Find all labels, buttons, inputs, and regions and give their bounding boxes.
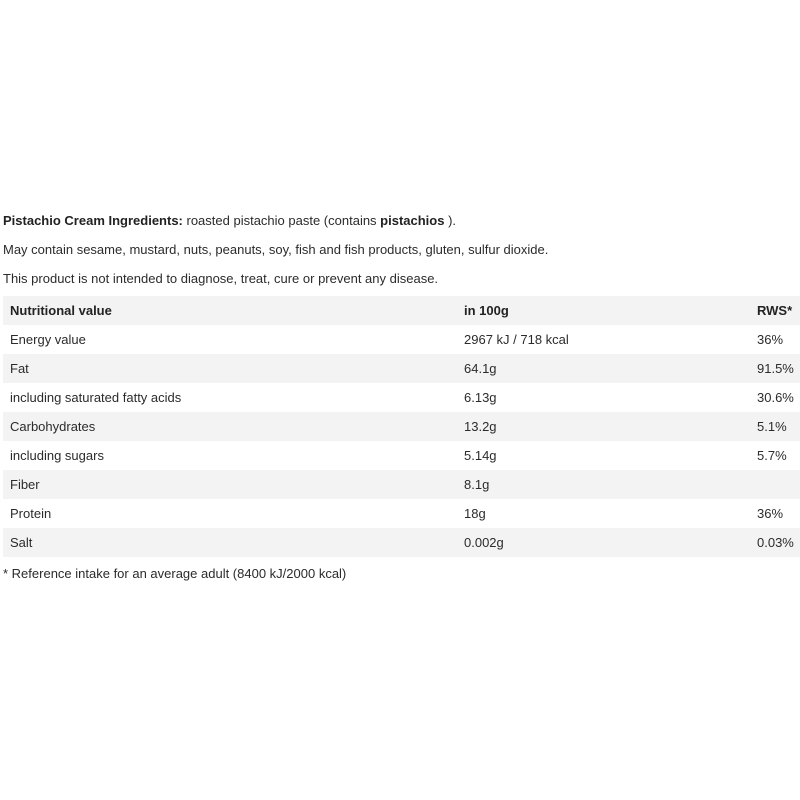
nutrient-name: Fat <box>3 354 457 383</box>
nutrient-amount: 2967 kJ / 718 kcal <box>464 332 569 347</box>
nutrient-rws: 5.1% <box>750 412 800 441</box>
nutrient-name: Energy value <box>10 332 86 347</box>
table-row <box>3 412 800 441</box>
nutrition-header-row <box>3 296 800 325</box>
reference-intake-footnote: * Reference intake for an average adult (8400 kJ/2000 kcal) <box>3 566 347 581</box>
ingredients-text: roasted pistachio paste (contains <box>182 213 381 228</box>
ingredients-tail: ). <box>444 213 457 228</box>
table-row <box>3 383 800 412</box>
nutrient-rws: 36% <box>757 506 784 521</box>
table-row <box>3 441 800 470</box>
table-row <box>3 499 800 528</box>
nutrient-amount: 0.002g <box>457 528 750 557</box>
nutrient-name: including saturated fatty acids <box>10 390 182 405</box>
nutrient-amount: 6.13g <box>464 390 497 405</box>
may-contain-text: May contain sesame, mustard, nuts, peanuts, soy, fish and fish products, gluten, sulfur dioxide. <box>3 242 549 257</box>
nutrient-amount: 64.1g <box>457 354 750 383</box>
nutrition-table <box>3 296 800 557</box>
disclaimer-text: This product is not intended to diagnose, treat, cure or prevent any disease. <box>3 271 439 286</box>
nutrient-name: including sugars <box>10 448 104 463</box>
table-row <box>3 354 800 383</box>
nutrient-rws: 5.7% <box>757 448 787 463</box>
nutrient-amount: 18g <box>464 506 486 521</box>
nutrient-rws: 91.5% <box>750 354 800 383</box>
ingredients-label: Pistachio Cream Ingredients: <box>3 213 183 228</box>
ingredients-line <box>3 209 800 238</box>
nutrient-name: Fiber <box>3 470 457 499</box>
nutrient-name: Protein <box>10 506 52 521</box>
allergen-pistachios: pistachios <box>380 213 445 228</box>
nutrient-rws: 30.6% <box>757 390 794 405</box>
nutrient-amount: 5.14g <box>464 448 497 463</box>
nutrient-rws: 0.03% <box>750 528 800 557</box>
nutrient-rws <box>750 470 800 499</box>
nutrient-rws: 36% <box>757 332 784 347</box>
header-nutritional-value: Nutritional value <box>3 296 457 325</box>
table-row <box>3 325 800 354</box>
table-row <box>3 528 800 557</box>
table-row <box>3 470 800 499</box>
product-info <box>3 209 800 585</box>
header-in-100g: in 100g <box>457 296 750 325</box>
nutrient-amount: 8.1g <box>457 470 750 499</box>
nutrient-name: Carbohydrates <box>3 412 457 441</box>
nutrient-amount: 13.2g <box>457 412 750 441</box>
header-rws: RWS* <box>750 296 800 325</box>
nutrient-name: Salt <box>3 528 457 557</box>
